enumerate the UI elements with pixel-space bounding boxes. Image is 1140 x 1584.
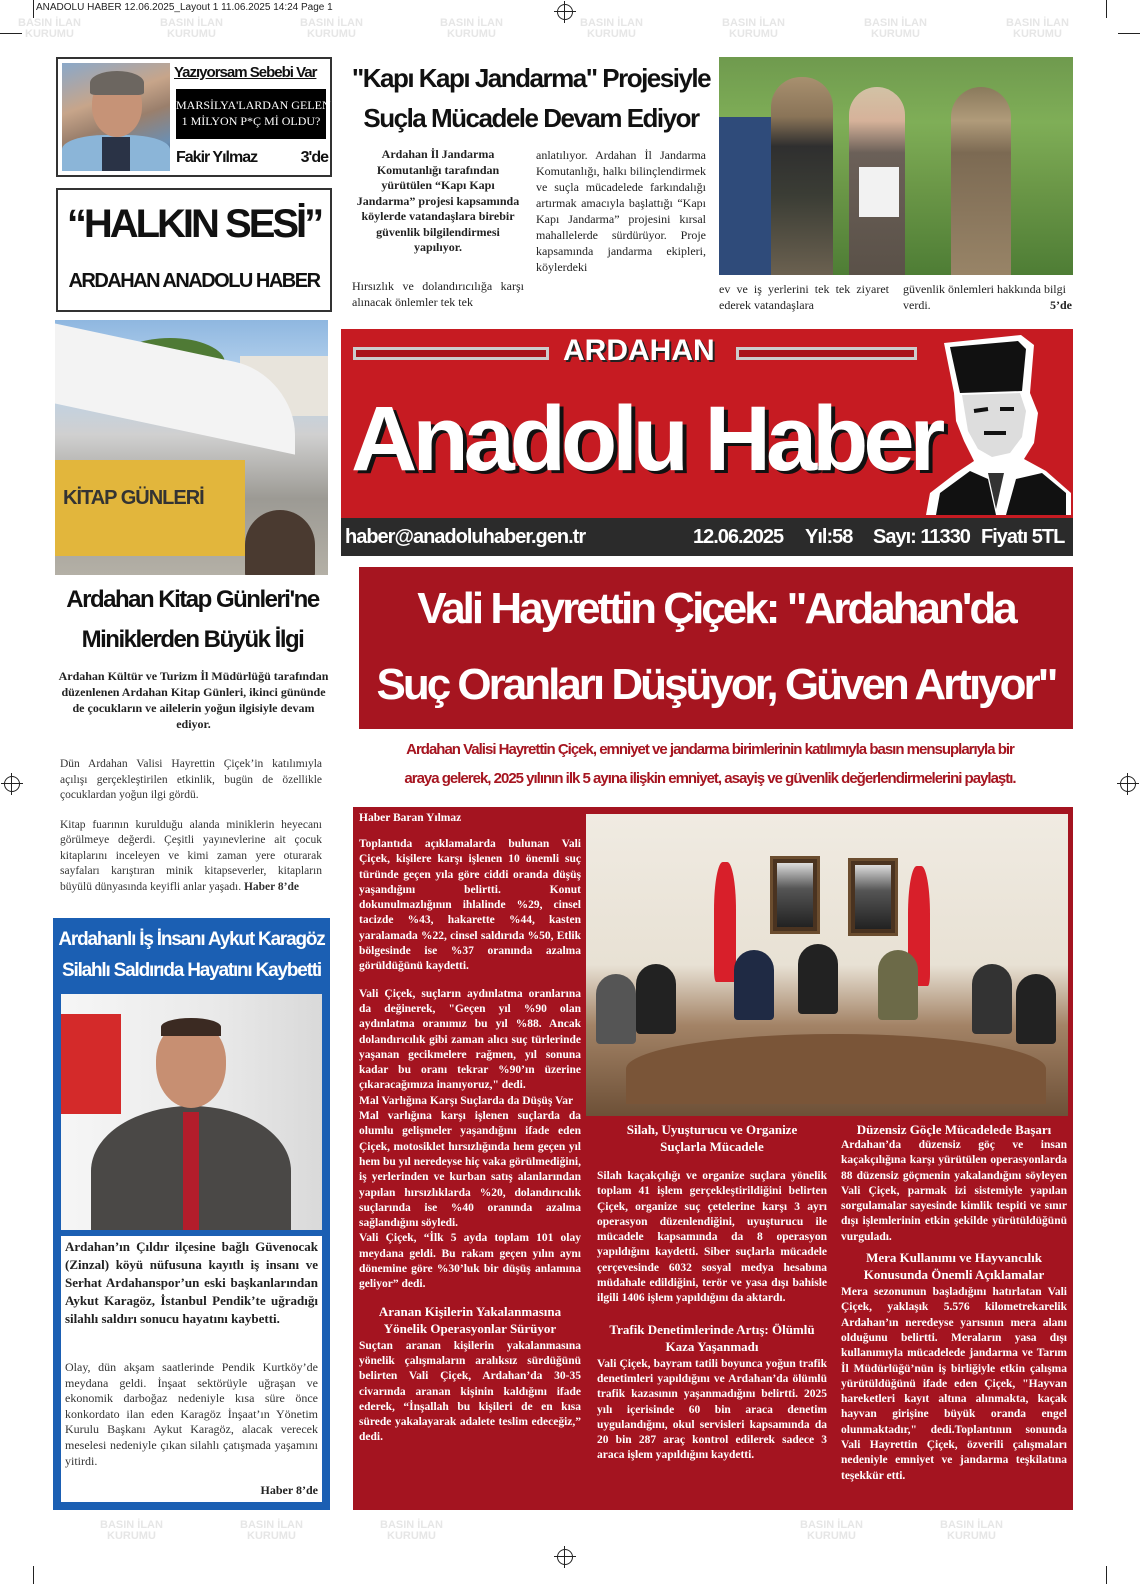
column-page-ref: 3'de: [300, 149, 328, 166]
main-column-1: [359, 837, 581, 1446]
column-headline-line: MARSİLYA'LARDAN GELEN: [176, 98, 331, 112]
watermark-line: KURUMU: [947, 1530, 996, 1542]
paragraph: Toplantıda açıklamalarda bulunan Vali Çiçek, kişilere karşı işlenen 10 önemli suç türünde geçen yıla göre ciddi oranda düşüş yaşandığını belirtti. Konut dokunulmazlığının ihlalinde %29, cinsel tacizde %43, hakarette %44, kasten yaralamada %22, cinsel saldırıda %50, Etlik bölgesinde ise %37 oranında azalma görüldüğünü kaydetti.: [359, 838, 581, 973]
headline-line: Silahlı Saldırıda Hayatını Kaybetti: [62, 960, 321, 981]
watermark-line: BASIN İLAN: [240, 1519, 303, 1531]
jandarma-photo: [719, 57, 1073, 275]
slogan-title: “HALKIN SESİ”: [66, 202, 322, 246]
paragraph: Mal varlığına karşı işlenen suçlarda da olumlu gelişmeler yaşandığını ifade eden Çiçek, motosiklet hırsızlığında hem geçen yıl hem bu yıl neredeyse hiç vaka görülmediğini, iş yerlerinden ve kurban satış alanlarından yapılan hırsızlıklarda %20, dolandırıcılık suçlarında ise %40 oranında azalma sağlandığını söyledi.: [359, 1110, 581, 1230]
ataturk-portrait-icon: [926, 333, 1071, 515]
inline-subheading: Mal Varlığına Karşı Suçlarda da Düşüş Var: [359, 1094, 574, 1107]
masthead-city: ARDAHAN: [563, 334, 715, 367]
watermark: [160, 18, 223, 40]
jandarma-page-ref[interactable]: 5’de: [1050, 298, 1072, 312]
watermark: [380, 1520, 443, 1542]
column-headline-line: 1 MİLYON P*Ç Mİ OLDU?: [181, 114, 321, 128]
watermark-line: BASIN İLAN: [800, 1519, 863, 1531]
watermark-line: BASIN İLAN: [380, 1519, 443, 1531]
paragraph: Vali Çiçek, bayram tatili boyunca yoğun trafik denetimleri yapıldığını ve Ardahan’da ölümlü trafik kazasının yaşanmadığını belirtti. 2025 yılı içerisinde 60 bin araca denetim uygulandığını, okul servisleri kapsamında da 20 bin 287 araç kontrol edilerek sadece 3 araca işlem yapıldığını kaydetti.: [597, 1357, 827, 1462]
watermark: [1006, 18, 1069, 40]
paragraph: Vali Çiçek, “İlk 5 ayda toplam 101 olay meydana geldi. Bu rakam geçen yılın aynı dönemine göre %30’luk bir düşüş anlamına geliyor” dedi.: [359, 1232, 581, 1291]
headline-line: Miniklerden Büyük İlgi: [81, 626, 304, 653]
crop-mark: [1118, 33, 1140, 34]
subheading: Trafik Denetimlerinde Artış: Ölümlü Kaza Yaşanmadı: [609, 1321, 815, 1354]
crop-mark: [1106, 1566, 1107, 1584]
watermark: [580, 18, 643, 40]
kitap-page-ref[interactable]: Haber 8’de: [243, 880, 300, 893]
watermark-line: BASIN İLAN: [1006, 17, 1069, 29]
registration-mark-icon: [4, 776, 20, 792]
main-column-3: [841, 1121, 1067, 1484]
paragraph: Suçtan aranan kişilerin yakalanmasına yönelik çalışmaların aralıksız sürdüğünü belirten Vali Çiçek, Ardahan’da 30-35 civarında aranan kişinin kaldığını ifade ederek, “İnşallah bu kişileri de en kısa sürede yakalayarak adalete teslim edeceğiz,” dedi.: [359, 1339, 581, 1444]
jandarma-lead: Ardahan İl Jandarma Komutanlığı tarafından yürütülen “Kapı Kapı Jandarma” projesi kapsamında köylerde vatandaşlara birebir güvenlik bilgilendirmesi yapılıyor.: [356, 147, 520, 254]
publication-year: Yıl:58: [805, 526, 853, 548]
watermark-line: BASIN İLAN: [300, 17, 363, 29]
subheading: Aranan Kişilerin Yakalanmasına Yönelik Operasyonlar Sürüyor: [378, 1303, 562, 1336]
crop-mark: [33, 0, 34, 18]
paragraph-text: Kitap fuarının kurulduğu alanda miniklerin heyecanı görülmeye değerdi. Çeşitli yayınevlerine ait çocuk kitaplarını inceleyen ve kimi zaman yere oturarak sayfaları karıştıran minik kitapseverler, kitapların büyülü dünyasında keyifli anlar yaşadı.: [60, 818, 322, 893]
watermark-line: BASIN İLAN: [440, 17, 503, 29]
watermark: [440, 18, 503, 40]
karagoz-text-panel: [61, 1236, 322, 1502]
slogan-subtitle: ARDAHAN ANADOLU HABER: [68, 270, 320, 292]
columnist-photo: [62, 63, 170, 171]
paragraph: Ardahan’da düzensiz göç ve insan kaçakçılığına karşı yürütülen operasyonlarda 88 düzensiz göçmenin yakalandığını söyleyen Vali Çiçek, parmak izi sistemiyle yapılan sorgulamalar sayesinde kimlik tespiti ve sınır dışı işlemlerinin etkin şekilde yürütüldüğünü vurguladı.: [841, 1139, 1067, 1243]
columnist-box[interactable]: [56, 57, 332, 177]
paragraph: [60, 818, 322, 896]
subheading: Düzensiz Göçle Mücadelede Başarı: [856, 1122, 1052, 1137]
masthead-rule: [736, 347, 917, 360]
karagoz-headline[interactable]: [57, 924, 326, 986]
issue-number: Sayı: 11330: [873, 526, 970, 548]
kitap-lead: Ardahan Kültür ve Turizm İl Müdürlüğü tarafından düzenlenen Ardahan Kitap Günleri, ikinci gününde de çocukların ve ailelerin yoğun ilgisiyle devam ediyor.: [58, 669, 329, 731]
kitap-gunleri-photo: [55, 320, 328, 575]
watermark: [864, 18, 927, 40]
watermark-line: KURUMU: [307, 28, 356, 40]
main-deck: [345, 735, 1075, 793]
paragraph: Dün Ardahan Valisi Hayrettin Çiçek’in katılımıyla açılışı gerçekleştirilen etkinlik, bugün de özellikle çocuklardan yoğun ilgi gördü.: [60, 758, 322, 801]
headline-line: Vali Hayrettin Çiçek: "Ardahan'da: [417, 584, 1015, 633]
crop-mark: [1106, 0, 1107, 18]
paragraph: Vali Çiçek, suçların aydınlatma oranlarına da değinerek, "Geçen yıl %90 olan aydınlatma oranımız bu yıl %88. Ancak dolandırıcılık gibi zaman alıcı suç türlerinde yaşanan gecikmelere rağmen, yıl sonuna kadar bu oranı tekrar %90’ın üzerine çıkaracağımıza inanıyoruz," dedi.: [359, 987, 581, 1092]
masthead-rule: [353, 347, 549, 360]
watermark-line: BASIN İLAN: [100, 1519, 163, 1531]
column-section-title: Yazıyorsam Sebebi Var: [174, 64, 317, 81]
headline-line: Suçla Mücadele Devam Ediyor: [363, 103, 699, 133]
masthead-info-bar: [341, 518, 1073, 556]
watermark-line: KURUMU: [247, 1530, 296, 1542]
watermark-line: BASIN İLAN: [722, 17, 785, 29]
watermark-line: BASIN İLAN: [160, 17, 223, 29]
karagoz-photo: [61, 994, 322, 1230]
deck-line: araya gelerek, 2025 yılının ilk 5 ayına ilişkin emniyet, asayiş ve güvenlik değerlendirmelerini paylaştı.: [404, 770, 1016, 787]
kitap-body: [60, 757, 322, 895]
watermark-line: KURUMU: [587, 28, 636, 40]
subheading: Mera Kullanımı ve Hayvancılık Konusunda Önemli Açıklamalar: [863, 1250, 1045, 1283]
karagoz-page-ref[interactable]: Haber 8’de: [260, 1483, 318, 1497]
watermark-line: KURUMU: [807, 1530, 856, 1542]
watermark-line: BASIN İLAN: [940, 1519, 1003, 1531]
meeting-photo: [586, 814, 1068, 1116]
masthead: [341, 329, 1073, 518]
column-headline[interactable]: [176, 89, 331, 139]
watermark: [100, 1520, 163, 1542]
watermark-line: KURUMU: [107, 1530, 156, 1542]
main-headline: [359, 571, 1073, 723]
headline-line: Ardahanlı İş İnsanı Aykut Karagöz: [58, 929, 325, 950]
masthead-logo: Anadolu Haber: [351, 388, 941, 490]
kitap-headline[interactable]: [52, 580, 333, 660]
watermark-line: BASIN İLAN: [864, 17, 927, 29]
watermark-line: BASIN İLAN: [580, 17, 643, 29]
watermark-line: KURUMU: [1013, 28, 1062, 40]
jandarma-headline[interactable]: [345, 58, 717, 138]
watermark-line: KURUMU: [447, 28, 496, 40]
slogan-box: [56, 188, 332, 312]
jandarma-body: anlatılıyor. Ardahan İl Jandarma Komutanlığı, halkı bilinçlendirmek ve suçla mücadelede farkındalığı artırmak amacıyla başlattığı “Kapı Kapı Jandarma” projesini kırsal mahallelerde sürdürüyor. Proje kapsamında jandarma ekipleri, köylerdeki: [536, 148, 706, 274]
registration-mark-icon: [557, 4, 573, 20]
karagoz-body: Olay, dün akşam saatlerinde Pendik Kurtköy’de meydana geldi. İnşaat sektörüyle uğraşan ve ekonomik darboğaz nedeniyle kısa süre önce konkordato ilan eden Karagöz İnşaat’ın Yönetim Kurulu Başkanı Aykut Karagöz, alacak verecek meselesi nedeniyle çıkan silahlı çatışmada yaşamını yitirdi.: [65, 1360, 318, 1468]
print-info: ANADOLU HABER 12.06.2025_Layout 1 11.06.2025 14:24 Page 1: [36, 2, 333, 13]
deck-line: Ardahan Valisi Hayrettin Çiçek, emniyet ve jandarma birimlerinin katılımıyla basın mensuplarıyla bir: [406, 741, 1014, 758]
registration-mark-icon: [1120, 776, 1136, 792]
main-headline-box[interactable]: [359, 567, 1073, 729]
headline-line: Ardahan Kitap Günleri'ne: [66, 586, 319, 613]
main-column-2: [597, 1121, 827, 1464]
paragraph: Silah kaçakçılığı ve organize suçlara yönelik toplam 41 işlem gerçekleştirildiğini belirten Çiçek, organize suç çetelerine karşı 3 ayrı operasyon düzenlendiğini, uyuşturucu ile mücadele kapsamında da 8 operasyon yapıldığını kaydetti. Siber suçlarla mücadele çerçevesinde 6032 sosyal medya hesabına müdahale edildiğini, terör ve yasa dışı bahisle ilgili 1406 işlem yapıldığını da aktardı.: [597, 1170, 827, 1305]
column-author: Fakir Yılmaz: [176, 149, 258, 166]
watermark: [800, 1520, 863, 1542]
karagoz-story-box: [53, 918, 330, 1510]
jandarma-body: güvenlik önlemleri hakkında bilgi verdi.: [903, 282, 1066, 312]
contact-email[interactable]: haber@anadoluhaber.gen.tr: [345, 526, 586, 548]
jandarma-body: Hırsızlık ve dolandırıcılığa karşı alınacak önlemler tek tek: [352, 279, 524, 309]
watermark-line: KURUMU: [729, 28, 778, 40]
watermark: [18, 18, 81, 40]
watermark-line: KURUMU: [871, 28, 920, 40]
watermark-line: BASIN İLAN: [18, 17, 81, 29]
jandarma-body: ev ve iş yerlerini tek tek ziyaret ederek vatandaşlara: [719, 282, 889, 312]
watermark-line: KURUMU: [167, 28, 216, 40]
paragraph: Mera sezonunun başladığını hatırlatan Vali Çiçek, yaklaşık 5.576 kilometrekarelik Ardahan’ın neredeyse yarısının mera alanı olduğunu belirtti. Meraların yasa dışı kullanımıyla mücadelede jandarma ve Tarım İl Müdürlüğü’nün iş birliğiyle etkin çalışma yürütüldüğünü ifade eden Çiçek, "Hayvan hareketleri kayıt altına alınmakta, kaçak hayvan girişine büyük oranda engel olunmaktadır," dedi.Toplantının sonunda Vali Hayrettin Çiçek, özverili çalışmaları nedeniyle emniyet ve jandarma teşkilatına teşekkür etti.: [841, 1286, 1067, 1482]
issue-date: 12.06.2025: [693, 526, 784, 548]
main-story-box: [353, 807, 1073, 1510]
photo-banner-text: KİTAP GÜNLERİ: [63, 487, 204, 509]
watermark-line: KURUMU: [25, 28, 74, 40]
watermark: [300, 18, 363, 40]
watermark: [940, 1520, 1003, 1542]
subheading: Silah, Uyuşturucu ve Organize Suçlarla Mücadele: [626, 1122, 798, 1154]
price: Fiyatı 5TL: [981, 526, 1065, 548]
registration-mark-icon: [557, 1549, 573, 1565]
watermark: [240, 1520, 303, 1542]
headline-line: Suç Oranları Düşüyor, Güven Artıyor": [376, 660, 1056, 709]
karagoz-lead: Ardahan’ın Çıldır ilçesine bağlı Güvenocak (Zinzal) köyü nüfusuna kayıtlı iş insanı ve Serhat Ardahanspor’un eski başkanlarından Aykut Karagöz, İstanbul Pendik’te uğradığı silahlı saldırı sonucu hayatını kaybetti.: [65, 1239, 318, 1326]
crop-mark: [33, 1566, 34, 1584]
headline-line: "Kapı Kapı Jandarma" Projesiyle: [351, 63, 711, 93]
watermark-line: KURUMU: [387, 1530, 436, 1542]
watermark: [722, 18, 785, 40]
byline: Haber Baran Yılmaz: [359, 812, 462, 824]
